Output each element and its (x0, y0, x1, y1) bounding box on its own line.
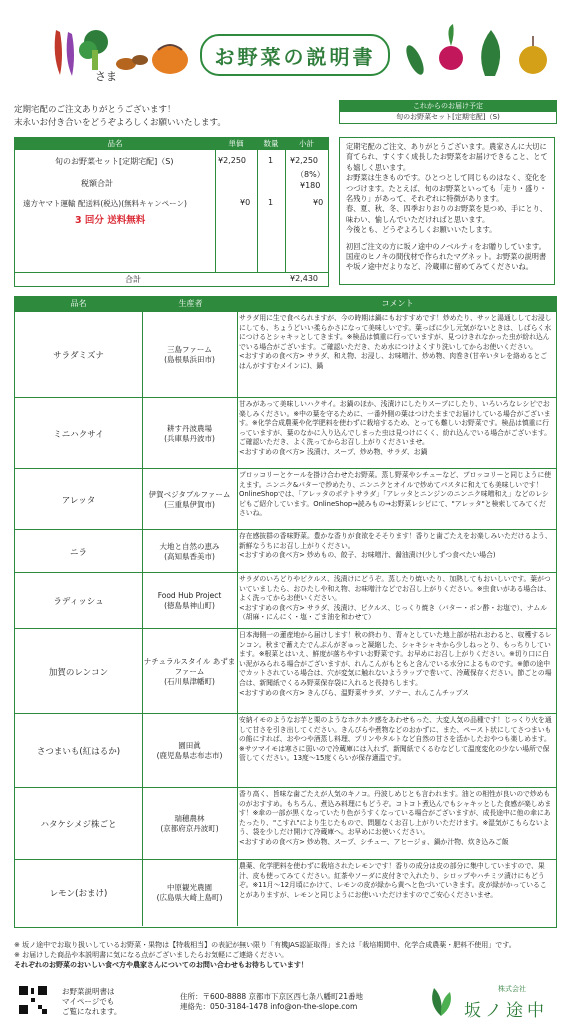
producer-region: (徳島県神山町) (164, 601, 215, 610)
col-farm: 生産者 (178, 299, 203, 308)
qr-line: お野菜説明書は (62, 987, 115, 996)
product-table (14, 296, 557, 928)
address-label: 住所： (180, 992, 203, 1001)
greeting-letter (339, 137, 555, 285)
producer (142, 530, 238, 573)
customer-name-suffix: さま (95, 70, 117, 83)
product-name: ニラ (15, 530, 143, 573)
tax-amount: ¥180 (300, 181, 321, 190)
product-comment (239, 716, 552, 786)
col-name: 品名 (70, 299, 87, 308)
vegetable-illustrations-left (48, 20, 198, 80)
producer (142, 629, 238, 714)
item-qty: 1 (268, 156, 274, 165)
product-name: レモン(おまけ) (15, 860, 143, 926)
col-item: 品名 (107, 139, 123, 148)
company-name: 坂ノ途中 (464, 1001, 548, 1021)
table-header (15, 297, 556, 311)
producer-region: (高知県香美市) (164, 551, 215, 561)
table-row (15, 713, 556, 788)
total-amount: ¥2,430 (290, 274, 318, 283)
producer-region: (兵庫県丹波市) (164, 433, 215, 443)
recommended-tip: <おすすめの食べ方> 炒めもの、餃子、お味噌汁、醤油漬け(少しずつ食べたい場合) (239, 551, 496, 560)
item-subtotal: ¥2,250 (290, 156, 318, 165)
comment-text: 安納イモのようなお芋と栗のようなホクホク感をあわせもった、大変人気の品種です！じっくり火を通して甘さを引き出してください。きんぴらや煮物などのおかずに、また、ペースト状にしてさつまいもの餡にすれば、おやつや酒蒸し料理、プリンやタルトなど自然の甘さを活かしたおやつも楽しめます。※サツマイモは寒さに弱いので冷蔵庫には入れず、新聞紙でくるむなどして温度変化の少ない場所で保管してください。13度〜15度くらいが保存適温です。 (239, 716, 552, 763)
product-comment (239, 862, 552, 924)
address: 〒600-8888 京都市下京区西七条八幡町21番地 (202, 992, 364, 1001)
product-name: さつまいも(紅はるか) (15, 714, 143, 788)
note: それぞれのお野菜のおいしい食べ方や農家さんについてのお問い合わせもお待ちしています！ (14, 961, 308, 969)
comment-text: サラダのいろどりやピクルス、浅漬けにどうぞ。蒸したり焼いたり、加熱してもおいしいです。葉がついていましたら、おひたしや和え物、お味噌汁などでお召し上がりください。※虫食いがある場合は、よく洗ってからお使いください。 (239, 575, 551, 603)
producer-region: (京都府京丹波町) (160, 824, 219, 833)
order-header (15, 138, 328, 150)
table-row (15, 311, 556, 398)
shipping-name: 遠方ヤマト運輸 配送料(税込)(無料キャンペーン) (23, 199, 187, 208)
col-qty: 数量 (263, 139, 279, 148)
qr-caption (62, 987, 121, 1017)
product-comment (239, 471, 552, 528)
order-total-row (15, 272, 328, 286)
thanks-message (14, 104, 226, 130)
product-comment (239, 532, 552, 571)
comment-text: ブロッコリーとケールを掛け合わせたお野菜。蒸し野菜やシチューなど、ブロッコリーと同じように使えます。ニンニク&バターで炒めたり、ニンニクとオイルで炒めてパスタに和えても美味しいです！OnlineShopでは、「アレッタのポテトサラダ」「アレッタとニンジンのニンニク味噌和え」などのレシピもご紹介しています。OnlineShop→読みもの→お野菜レシピにて、"アレッタ"と検索してみてくださいね。 (239, 471, 552, 518)
product-comment (239, 575, 552, 627)
delivery-schedule (339, 100, 557, 124)
producer (142, 469, 238, 530)
table-row (15, 468, 556, 530)
col-subtotal: 小計 (299, 139, 314, 148)
table-row (15, 572, 556, 629)
producer-region: (広島県大崎上島町) (156, 893, 223, 902)
recommended-tip: <おすすめの食べ方> サラダ、和え物、お浸し、お味噌汁、炒め物、肉巻き(甘辛いタレを絡めるとごはんがすすむメインに)、鍋 (239, 352, 548, 370)
producer-name: 園田眞 (178, 741, 201, 750)
company-contact (180, 992, 363, 1012)
product-name: ハタケシメジ株ごと (15, 788, 143, 860)
order-summary (14, 137, 329, 287)
recommended-tip: <おすすめの食べ方> サラダ、浅漬け、ピクルス、じっくり焼き（バター・ポン酢・お塩で）、ナムル（胡麻・にんにく・塩・ごま油を和わせて） (239, 603, 547, 622)
contact: 050-3184-1478 info@on-the-slope.com (210, 1002, 358, 1011)
contact-label: 連絡先： (180, 1002, 210, 1011)
product-comment (239, 400, 552, 467)
shipping-subtotal: ¥0 (313, 198, 324, 207)
producer (142, 312, 238, 398)
producer (142, 398, 238, 469)
producer (142, 714, 238, 788)
item-price: ¥2,250 (218, 156, 246, 165)
page-title: お野菜の説明書 (200, 34, 390, 76)
comment-text: 甘みがあって美味しいハクサイ。お鍋のほか、浅漬けにしたりスープにしたり、いろいろなレシピでお楽しみください。※中の葉を守るために、一番外側の葉はつけたままでお届けしている場合がございます。※化学合成農薬や化学肥料を使わずに栽培するため、とっても難しいお野菜です。検品は慎重に行っていますが、葉のなかに入り込んでしまった虫は見つけにくく、紛れ込んでいる場合がございます。ご確認いただき、よく洗ってからお召し上がりくださいませ。 (239, 400, 551, 447)
company-logo (426, 982, 556, 1020)
recommended-tip: <おすすめの食べ方> 浅漬け、スープ、炒め物、サラダ、お鍋 (239, 447, 428, 456)
note: ※ 坂ノ途中でお取り扱いしているお野菜・果物は【特栽相当】の表記が無い限り「有機JAS認証取得」または「栽培期間中、化学合成農薬・肥料不使用」です。 (14, 941, 516, 949)
item-name: 旬のお野菜セット[定期宅配]（S) (55, 157, 174, 166)
product-comment (239, 631, 552, 712)
footnotes (14, 940, 559, 970)
producer-region: (石川県津幡町) (164, 676, 215, 686)
table-row (15, 397, 556, 469)
total-label: 合計 (125, 275, 141, 284)
shipping-qty: 1 (268, 198, 274, 207)
producer-region: (鹿児島県志布志市) (156, 751, 223, 760)
letter-paragraph: 春、夏、秋、冬、四季おりおりのお野菜を見つめ、手にとり、味わい、愉しんでいただければと思います。 (346, 204, 547, 224)
schedule-value: 旬のお野菜セット[定期宅配]（S) (396, 113, 500, 121)
producer-name: Food Hub Project (157, 591, 222, 600)
col-price: 単価 (228, 139, 244, 148)
letter-paragraph: 今後とも、どうぞよろしくお願いいたします。 (346, 225, 497, 235)
producer-name: 三島ファーム (167, 345, 212, 354)
comment-text: 存在感抜群の香味野菜。豊かな香りが食欲をそそります！香りと歯ごたえをお楽しみいただけるよう、新鮮なうちにお召し上がりください。 (239, 532, 552, 550)
product-name: 加賀のレンコン (15, 629, 143, 714)
leaf-icon (426, 984, 456, 1018)
letter-paragraph: お野菜は生きものです。ひとつとして同じものはなく、変化をつづけます。たとえば、旬のお野菜といっても「走り・盛り・名残り」があって、それぞれに特徴があります。 (346, 173, 547, 204)
product-name: サラダミズナ (15, 312, 143, 398)
table-row (15, 529, 556, 573)
producer-name: 瑞穂農林 (174, 814, 205, 823)
producer-region: (島根県浜田市) (164, 355, 215, 364)
tax-label: 税額合計 (81, 179, 113, 188)
thanks-line: 末永いお付き合いをどうぞよろしくお願いいたします。 (14, 118, 226, 128)
vegetable-illustrations-right (395, 20, 560, 80)
producer (142, 860, 238, 926)
company-prefix: 株式会社 (498, 985, 526, 993)
table-row (15, 787, 556, 860)
order-body (15, 150, 328, 272)
note: ※ お届けした商品や本説明書に気になる点がございましたらお気軽にご連絡ください。 (14, 951, 289, 959)
product-comment (239, 314, 552, 396)
recommended-tip: <おすすめの食べ方> きんぴら、温野菜サラダ、ソテー、れんこんチップス (239, 688, 469, 697)
comment-text: サラダ用に生で食べられますが、今の時期は鍋にもおすすめです！炒めたり、サッと湯通ししてお浸しにしても、ちょうどいい柔らかさになって美味しいです。葉っぱに少し元気がないときは、しばらく水につけるとシャキッとしてきます。※検品は慎重に行っていますが、見つけきれなかった虫が紛れ込んでいる場合がございます。ご確認いただき、ため水につけよくすり洗いしてからお使いください。 (239, 314, 552, 351)
producer (142, 573, 238, 629)
comment-text: 日本海側一の蓮産地から届けします！秋の終わり、青々としていた地上部が枯れおわると、収穫するレンコン。秋まで蓄えたでんぷんがぎゅっと凝縮した、シャキシャキから少しねっとり、もっちりしています。※根菜とはいえ、鮮度が落ちやすいお野菜です。お早めにお召し上がりください。※切り口に白い泥がみられる場合がございますが、れんこんがもともと含んでいる水分によるものです。※節の途中でカットされている場合は、穴が変気に触れないようラップで巻いて、冷蔵保存ください。節ごとの場合は、新聞紙でくるみ野菜保存袋に入れると長持ちします。 (239, 631, 552, 687)
tax-rate: （8%） (296, 170, 325, 179)
product-name: アレッタ (15, 469, 143, 530)
letter-paragraph: 定期宅配のご注文、ありがとうございます。農家さんに大切に育てられ、すくすく成長したお野菜をお届けできること、とても嬉しく思います。 (346, 142, 548, 172)
campaign-badge: 3 回分 送料無料 (75, 215, 146, 226)
schedule-header: これからのお届け予定 (340, 101, 556, 112)
producer (142, 788, 238, 860)
table-row (15, 859, 556, 926)
qr-line: マイページでも (62, 997, 115, 1006)
producer-name: ナチュラルスタイル あずまファーム (143, 656, 236, 676)
recommended-tip: <おすすめの食べ方> 炒め物、スープ、シチュー、アヒージョ、鍋か汁物、炊き込みご飯 (239, 837, 509, 846)
table-row (15, 628, 556, 714)
producer-name: 伊賀ベジタブルファーム (148, 489, 231, 499)
product-comment (239, 790, 552, 858)
producer-name: 耕す丹波農場 (167, 423, 212, 433)
product-name: ミニハクサイ (15, 398, 143, 469)
producer-name: 大地と自然の恵み (159, 541, 220, 551)
thanks-line: 定期宅配のご注文ありがとうございます！ (14, 105, 176, 115)
letter-paragraph: 初回ご注文の方に坂ノ途中のノベルティをお贈りしています。国産のヒノキの間伐材で作られたマグネット。お野菜の説明書や坂ノ途中だよりなど、冷蔵庫に留めてみてくださいね。 (346, 241, 547, 272)
qr-code (18, 985, 48, 1015)
qr-line: ご覧になれます。 (62, 1007, 122, 1016)
comment-text: 香り高く、旨味な歯ごたえが人気のキノコ。丹波しめじとも言われます。油との相性が良いので炒めものがおすすめ。もちろん、煮込み料理にもどうぞ。コトコト煮込んでもシャキッとした食感が楽しめます！※傘の一部が黒くなっていたり色がうすくなっている場合がございますが、成長途中に他の傘にあたったり、"こすれ"により生じたもので、問題なくお召し上がりいただけます。※湿気がこもらないよう、袋を少しだけ開けて冷蔵庫へ。お早めにお使いください。 (239, 790, 552, 837)
product-name: ラディッシュ (15, 573, 143, 629)
col-comment: コメント (381, 299, 414, 308)
producer-name: 中原観光農園 (167, 883, 212, 892)
comment-text: 農薬、化学肥料を使わずに栽培されたレモンです！香りの成分は皮の部分に集中していますので、果汁、皮も使ってみてください。紅茶やソーダに皮付きで入れたり、シロップやハチミツ漬けにもどうぞ。※11月〜12月頃にかけて、レモンの皮が緑から黄へと色づいていきます。皮が緑がかっていることがありますが、レモンと同じようにお使いいただけますのでご安心くださいませ。 (239, 862, 547, 899)
producer-region: (三重県伊賀市) (164, 499, 215, 509)
shipping-price: ¥0 (240, 198, 251, 207)
